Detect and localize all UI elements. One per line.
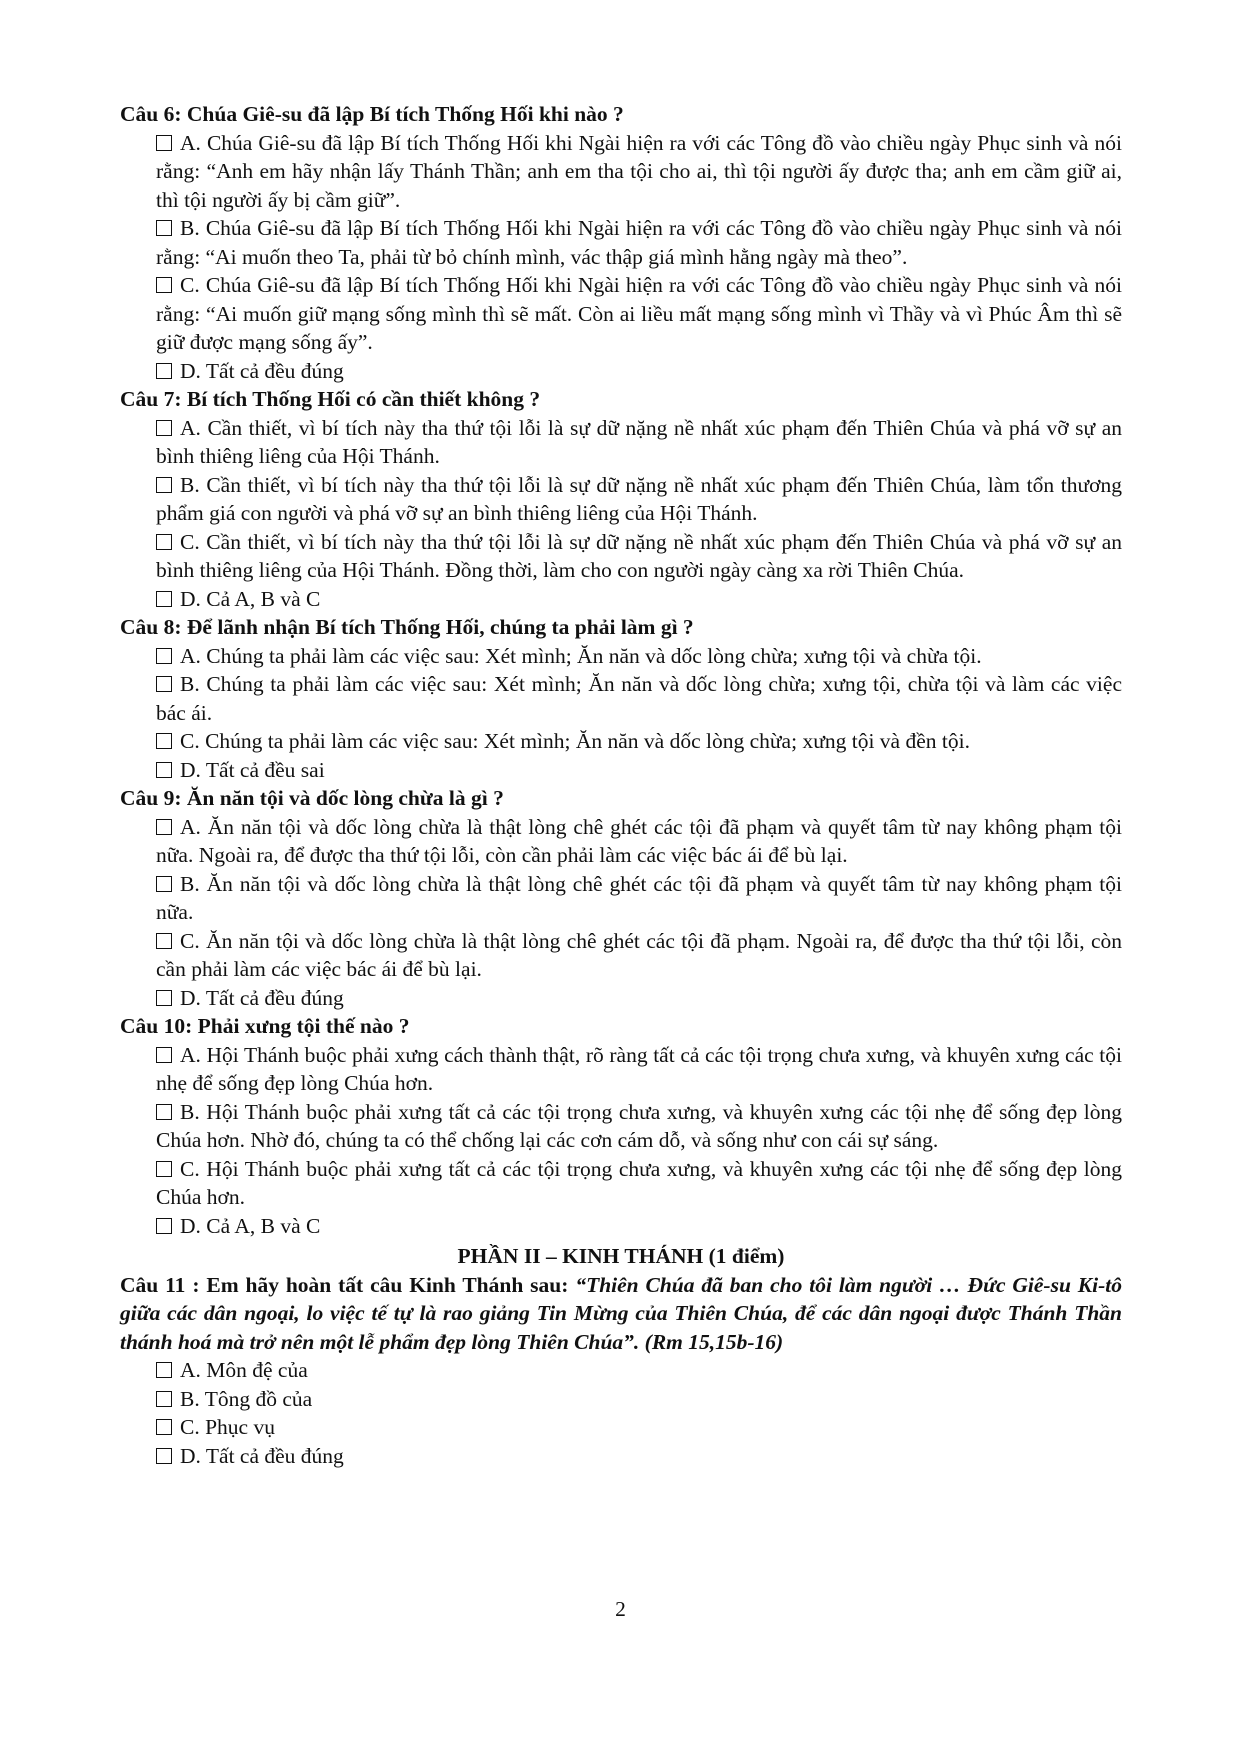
checkbox-icon[interactable] [156,676,172,692]
question-6 [120,100,1122,385]
answer-option[interactable]: B. Ăn năn tội và dốc lòng chừa là thật lòng chê ghét các tội đã phạm và quyết tâm từ nay không phạm tội nữa. [156,871,1122,924]
answer-option[interactable]: A. Cần thiết, vì bí tích này tha thứ tội lỗi là sự dữ nặng nề nhất xúc phạm đến Thiên Chúa và phá vỡ sự an bình thiêng liêng của Hội Thánh. [156,415,1122,468]
scripture-quote: “Thiên Chúa đã ban cho tôi làm người … Đức Giê-su Ki-tô giữa các dân ngoại, lo việc tế tự là rao giảng Tin Mừng của Thiên Chúa, để các dân ngoại được Thánh Thần thánh hoá mà trở nên một lễ phẩm đẹp lòng Thiên Chúa”. (Rm 15,15b-16) [120,1272,1122,1354]
question-7 [120,385,1122,613]
checkbox-icon[interactable] [156,1362,172,1378]
answer-option[interactable]: D. Cả A, B và C [156,1212,1122,1241]
question-title: Câu 7: Bí tích Thống Hối có cần thiết không ? [120,387,541,411]
answer-option[interactable]: C. Cần thiết, vì bí tích này tha thứ tội lỗi là sự dữ nặng nề nhất xúc phạm đến Thiên Chúa và phá vỡ sự an bình thiêng liêng của Hội Thánh. Đồng thời, làm cho con người ngày càng xa rời Thiên Chúa. [156,529,1122,582]
question-title: Câu 6: Chúa Giê-su đã lập Bí tích Thống Hối khi nào ? [120,102,624,126]
question-9 [120,784,1122,1012]
answer-option[interactable]: B. Cần thiết, vì bí tích này tha thứ tội lỗi là sự dữ nặng nề nhất xúc phạm đến Thiên Chúa, làm tổn thương phẩm giá con người và phá vỡ sự an bình thiêng liêng của Hội Thánh. [156,472,1122,525]
checkbox-icon[interactable] [156,1104,172,1120]
answer-option[interactable]: B. Chúa Giê-su đã lập Bí tích Thống Hối khi Ngài hiện ra với các Tông đồ vào chiều ngày Phục sinh và nói rằng: “Ai muốn theo Ta, phải từ bỏ chính mình, vác thập giá mình hằng ngày mà theo”. [156,216,1122,269]
checkbox-icon[interactable] [156,277,172,293]
answer-option[interactable]: A. Chúa Giê-su đã lập Bí tích Thống Hối khi Ngài hiện ra với các Tông đồ vào chiều ngày Phục sinh và nói rằng: “Anh em hãy nhận lấy Thánh Thần; anh em tha tội cho ai, thì tội người ấy được tha; anh em cầm giữ ai, thì tội người ấy bị cầm giữ”. [156,130,1122,212]
answer-option[interactable]: C. Phục vụ [156,1413,1122,1442]
question-10 [120,1012,1122,1240]
checkbox-icon[interactable] [156,876,172,892]
answer-option[interactable]: C. Chúng ta phải làm các việc sau: Xét mình; Ăn năn và dốc lòng chừa; xưng tội và đền tội. [156,727,1122,756]
section-heading: PHẦN II – KINH THÁNH (1 điểm) [457,1244,785,1268]
answer-option[interactable]: D. Tất cả đều sai [156,756,1122,785]
answer-option[interactable]: A. Môn đệ của [156,1356,1122,1385]
question-11 [120,1271,1122,1471]
question-title: Câu 8: Để lãnh nhận Bí tích Thống Hối, chúng ta phải làm gì ? [120,615,694,639]
answer-option[interactable]: D. Cả A, B và C [156,585,1122,614]
answer-option[interactable]: D. Tất cả đều đúng [156,984,1122,1013]
checkbox-icon[interactable] [156,990,172,1006]
answer-option[interactable]: B. Chúng ta phải làm các việc sau: Xét mình; Ăn năn và dốc lòng chừa; xưng tội, chừa tội và làm các việc bác ái. [156,672,1122,725]
checkbox-icon[interactable] [156,220,172,236]
answer-option[interactable]: C. Hội Thánh buộc phải xưng tất cả các tội trọng chưa xưng, và khuyên xưng các tội nhẹ để sống đẹp lòng Chúa hơn. [156,1156,1122,1209]
answer-option[interactable]: D. Tất cả đều đúng [156,1442,1122,1471]
checkbox-icon[interactable] [156,933,172,949]
answer-option[interactable]: A. Ăn năn tội và dốc lòng chừa là thật lòng chê ghét các tội đã phạm và quyết tâm từ nay không phạm tội nữa. Ngoài ra, để được tha thứ tội lỗi, còn cần phải làm các việc bác ái để bù lại. [156,814,1122,867]
checkbox-icon[interactable] [156,534,172,550]
answer-option[interactable]: C. Chúa Giê-su đã lập Bí tích Thống Hối khi Ngài hiện ra với các Tông đồ vào chiều ngày Phục sinh và nói rằng: “Ai muốn giữ mạng sống mình thì sẽ mất. Còn ai liều mất mạng sống mình vì Thầy và vì Phúc Âm thì sẽ giữ được mạng sống ấy”. [156,273,1122,354]
checkbox-icon[interactable] [156,1448,172,1464]
answer-option[interactable]: A. Chúng ta phải làm các việc sau: Xét mình; Ăn năn và dốc lòng chừa; xưng tội và chừa tội. [156,642,1122,671]
checkbox-icon[interactable] [156,1161,172,1177]
checkbox-icon[interactable] [156,1419,172,1435]
answer-option[interactable]: B. Hội Thánh buộc phải xưng tất cả các tội trọng chưa xưng, và khuyên xưng các tội nhẹ để sống đẹp lòng Chúa hơn. Nhờ đó, chúng ta có thể chống lại các cơn cám dỗ, và sống như con cái sự sáng. [156,1099,1122,1152]
checkbox-icon[interactable] [156,733,172,749]
checkbox-icon[interactable] [156,363,172,379]
question-8 [120,613,1122,784]
question-title: Câu 10: Phải xưng tội thế nào ? [120,1014,410,1038]
checkbox-icon[interactable] [156,477,172,493]
checkbox-icon[interactable] [156,420,172,436]
checkbox-icon[interactable] [156,1218,172,1234]
checkbox-icon[interactable] [156,1047,172,1063]
checkbox-icon[interactable] [156,135,172,151]
answer-option[interactable]: C. Ăn năn tội và dốc lòng chừa là thật lòng chê ghét các tội đã phạm. Ngoài ra, để được tha thứ tội lỗi, còn cần phải làm các việc bác ái để bù lại. [156,928,1122,981]
checkbox-icon[interactable] [156,762,172,778]
document-page [120,100,1122,1470]
checkbox-icon[interactable] [156,591,172,607]
page-number: 2 [615,1597,626,1621]
question-title: Câu 9: Ăn năn tội và dốc lòng chừa là gì ? [120,786,504,810]
checkbox-icon[interactable] [156,819,172,835]
answer-option[interactable]: D. Tất cả đều đúng [156,357,1122,386]
checkbox-icon[interactable] [156,1391,172,1407]
answer-option[interactable]: B. Tông đồ của [156,1385,1122,1414]
answer-option[interactable]: A. Hội Thánh buộc phải xưng cách thành thật, rõ ràng tất cả các tội trọng chưa xưng, và khuyên xưng các tội nhẹ để sống đẹp lòng Chúa hơn. [156,1042,1122,1095]
checkbox-icon[interactable] [156,648,172,664]
question-title: Câu 11 : Em hãy hoàn tất câu Kinh Thánh sau: “Thiên Chúa đã ban cho tôi làm người … Đức Giê-su Ki-tô giữa các dân ngoại, lo việc tế tự là rao giảng Tin Mừng của Thiên Chúa, để các dân ngoại được Thánh Thần thánh hoá mà trở nên một lễ phẩm đẹp lòng Thiên Chúa”. (Rm 15,15b-16) [120,1272,1122,1354]
